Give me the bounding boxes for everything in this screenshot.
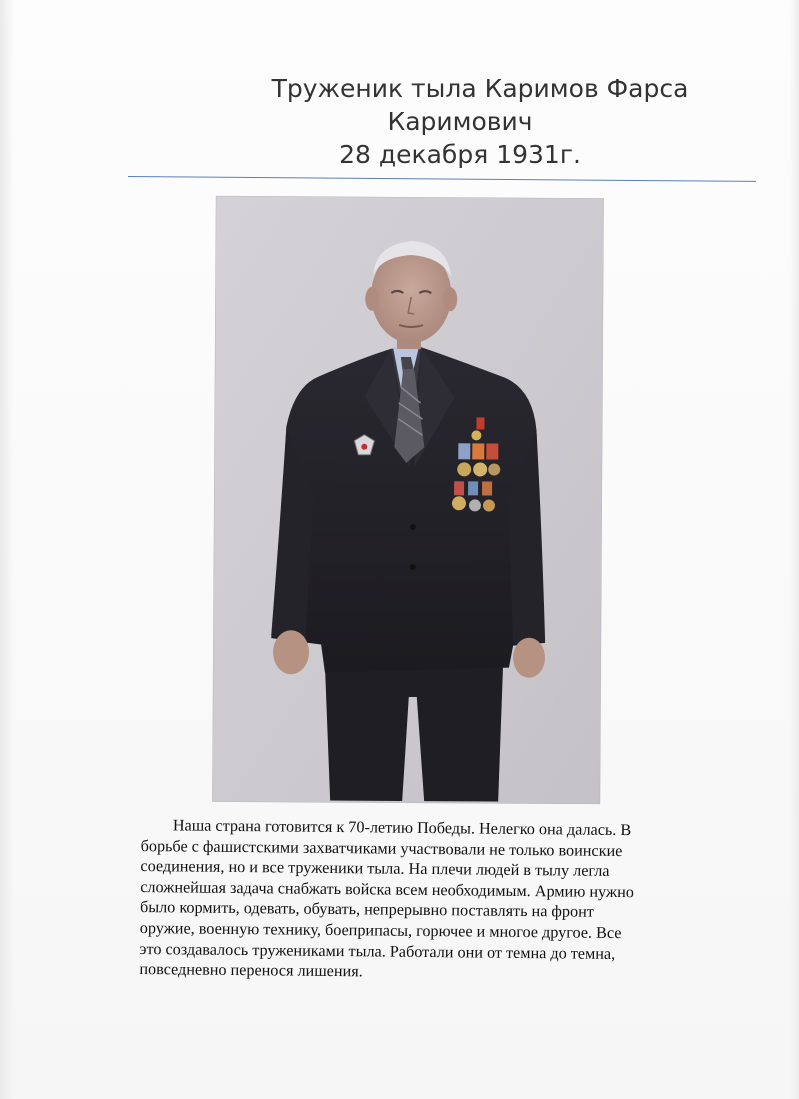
body-line: повседневно перенося лишения. — [139, 960, 363, 981]
body-line: сложнейшая задача снабжать войска всем необходимым. Армию нужно — [140, 877, 634, 901]
title-line-patronymic: Каримович — [387, 107, 533, 136]
title-line-date: 28 декабря 1931г. — [339, 140, 581, 169]
body-line: это создавалось тружениками тыла. Работали они от темна до темна, — [139, 939, 616, 963]
body-line: борьбе с фашистскими захватчиками участвовали не только воинские — [140, 836, 623, 860]
title-divider — [128, 176, 756, 182]
portrait-photo — [212, 196, 604, 804]
body-line: соединения, но и все труженики тыла. На плечи людей в тылу легла — [140, 857, 610, 881]
page-title — [130, 72, 750, 171]
body-line: Наша страна готовится к 70-летию Победы. Нелегко она далась. В — [172, 816, 632, 840]
scan-edge-right — [789, 0, 799, 1099]
body-line: оружие, военную технику, боеприпасы, горючее и многое другое. Все — [139, 918, 622, 943]
scan-edge-left — [0, 0, 14, 1099]
body-line: было кормить, одевать, обувать, непрерывно поставлять на фронт — [139, 898, 594, 922]
portrait-photo-graphic — [212, 196, 604, 804]
title-line-name: Труженик тыла Каримов Фарса — [271, 74, 689, 103]
body-paragraph — [139, 815, 681, 985]
